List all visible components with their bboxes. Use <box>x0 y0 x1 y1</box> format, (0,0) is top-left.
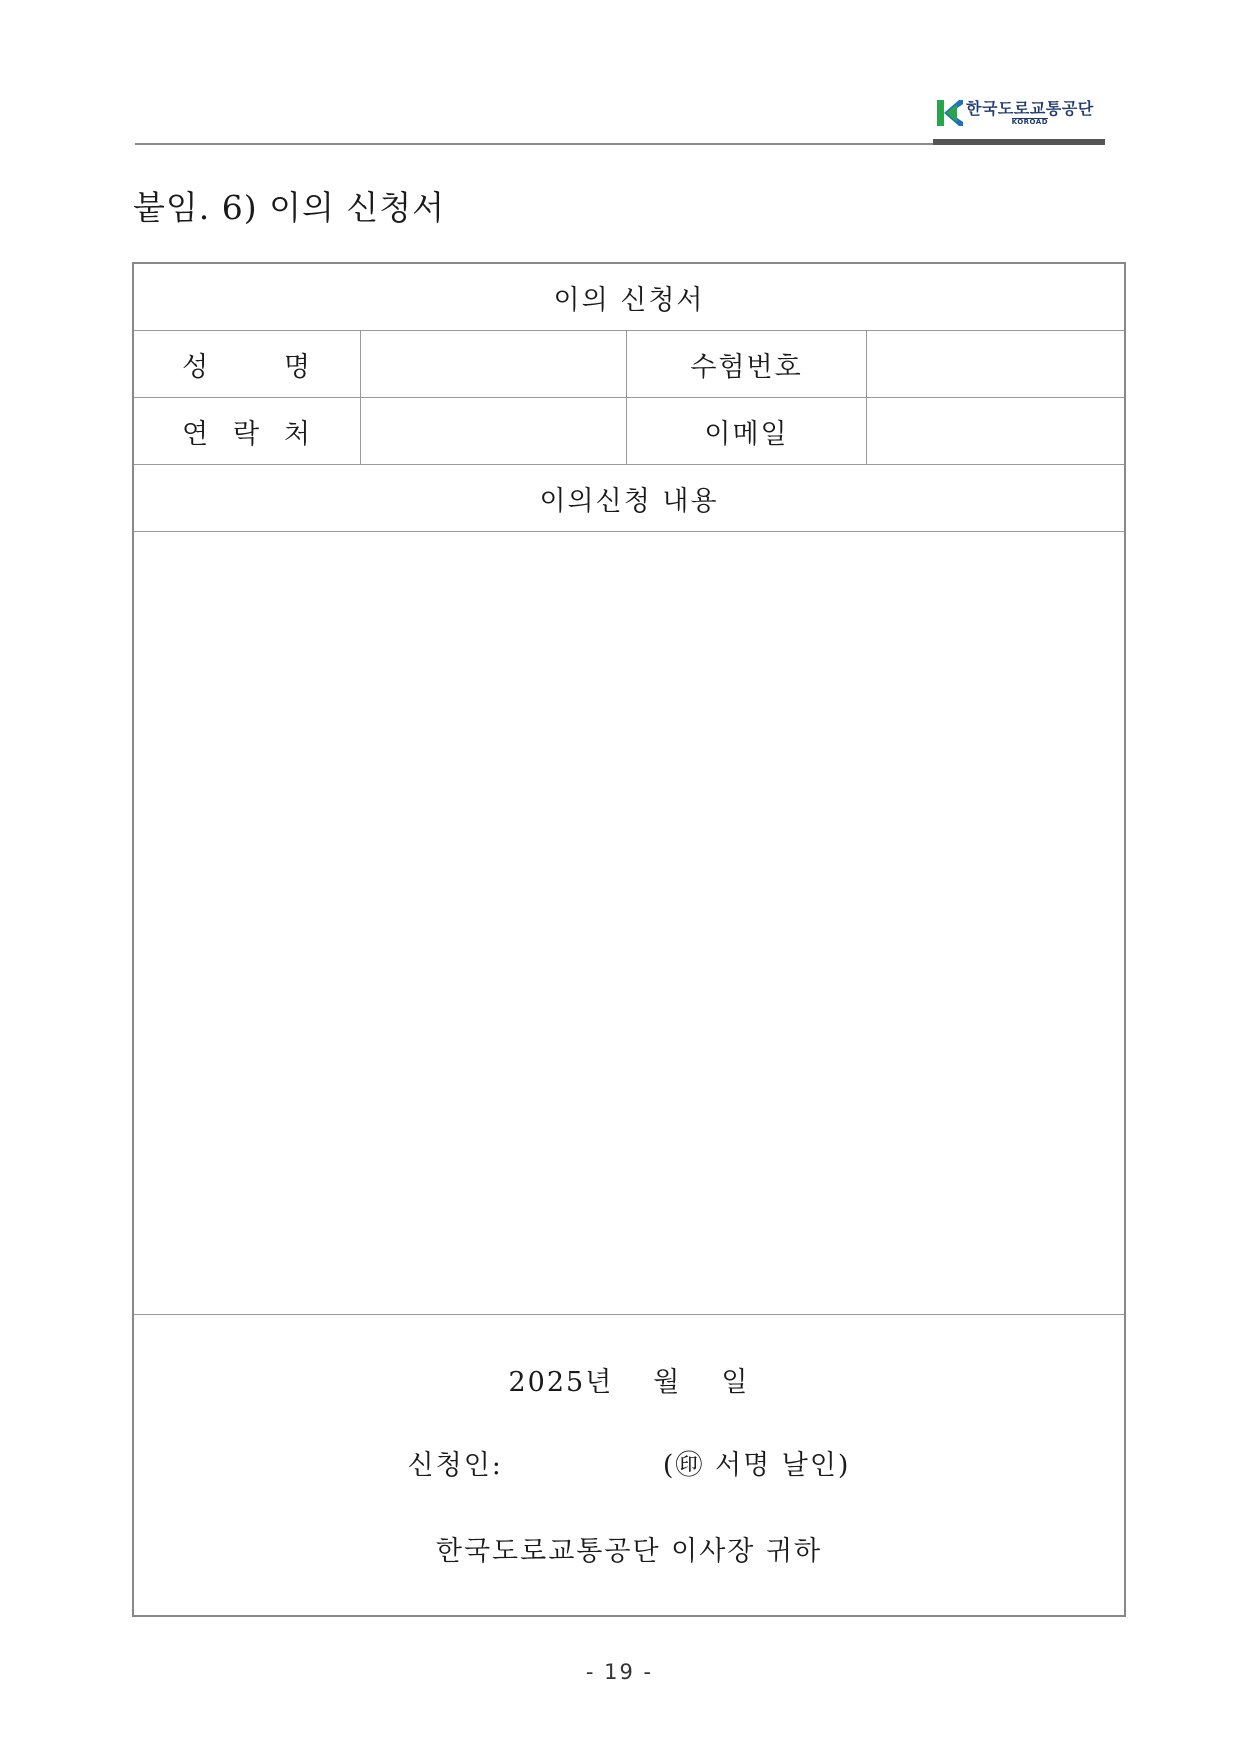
content-textarea[interactable] <box>134 532 1124 1314</box>
contact-label <box>134 398 360 464</box>
header-accent-bar <box>933 139 1105 145</box>
applicant-label: 신청인: <box>407 1450 503 1481</box>
name-label-part: 명 <box>283 351 312 383</box>
content-row <box>134 532 1124 1315</box>
koroad-logo <box>937 98 1094 128</box>
contact-label-part: 연 <box>182 418 211 450</box>
contact-field[interactable] <box>361 398 626 464</box>
applicant-line <box>134 1443 1124 1482</box>
objection-form <box>132 262 1126 1617</box>
name-row <box>134 331 1124 398</box>
exam-number-field[interactable] <box>867 331 1124 397</box>
page-number: - 19 - <box>585 1660 654 1684</box>
contact-row <box>134 398 1124 465</box>
exam-number-label: 수험번호 <box>690 351 803 383</box>
contact-label-part: 처 <box>283 418 312 450</box>
logo-name-en: KOROAD <box>1011 118 1049 126</box>
form-heading: 이의 신청서 <box>553 284 705 316</box>
date-month: 월 <box>653 1367 682 1398</box>
content-heading: 이의신청 내용 <box>539 485 719 517</box>
name-label-part: 성 <box>182 351 211 383</box>
seal-text: (㊞ 서명 날인) <box>662 1450 851 1481</box>
addressee: 한국도로교통공단 이사장 귀하 <box>435 1536 823 1567</box>
signature-section <box>134 1315 1124 1615</box>
koroad-k-logo-icon <box>937 100 963 126</box>
page-title: 붙임. 6) 이의 신청서 <box>133 188 445 227</box>
contact-label-part: 락 <box>232 418 262 450</box>
email-label: 이메일 <box>704 418 789 450</box>
date-day: 일 <box>721 1367 750 1398</box>
logo-name-ko: 한국도로교통공단 <box>966 99 1094 118</box>
form-heading-row <box>134 264 1124 331</box>
date-year: 2025년 <box>508 1367 614 1398</box>
date-line <box>134 1360 1124 1399</box>
name-label <box>134 331 360 397</box>
name-field[interactable] <box>361 331 626 397</box>
email-field[interactable] <box>867 398 1124 464</box>
content-heading-row <box>134 465 1124 532</box>
